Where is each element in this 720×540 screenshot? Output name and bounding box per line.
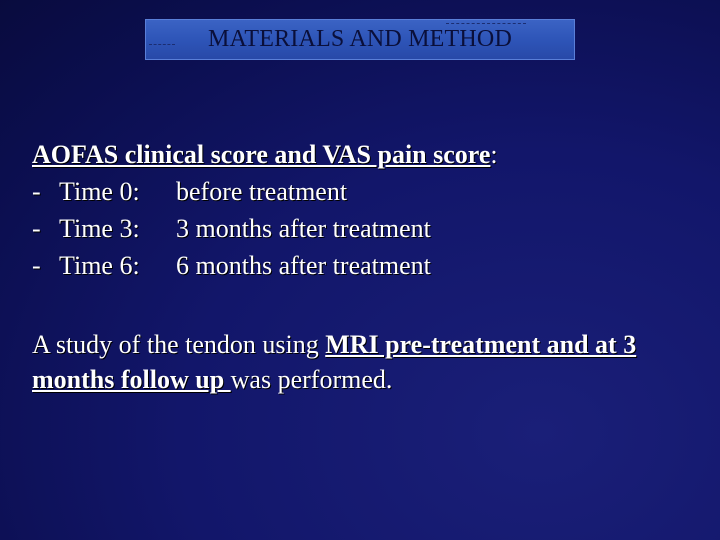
time-row-3 (32, 210, 498, 247)
scores-heading-colon: : (490, 140, 498, 169)
scores-heading-line (32, 136, 498, 173)
time-description: before treatment (176, 177, 348, 206)
decorative-dash (446, 23, 526, 24)
time-description: 3 months after treatment (176, 214, 431, 243)
bullet-dash: - (32, 214, 41, 243)
time-label: Time 6: (59, 251, 140, 280)
study-text-start: A study of the tendon using (32, 330, 326, 359)
bullet-dash: - (32, 177, 41, 206)
title-box (145, 19, 575, 60)
time-row-0 (32, 173, 498, 210)
decorative-dash (149, 44, 175, 45)
bullet-dash: - (32, 251, 41, 280)
study-emphasis: MRI pre-treatment and at 3 months follow up (32, 330, 637, 394)
scores-heading: AOFAS clinical score and VAS pain score (32, 140, 491, 169)
time-label: Time 3: (59, 214, 140, 243)
scores-block (32, 136, 498, 284)
slide-title: MATERIALS AND METHOD (208, 26, 512, 52)
time-label: Time 0: (59, 177, 140, 206)
time-row-6 (32, 247, 498, 284)
study-paragraph (32, 327, 692, 397)
study-text-end: was performed. (230, 365, 393, 394)
time-description: 6 months after treatment (176, 251, 431, 280)
